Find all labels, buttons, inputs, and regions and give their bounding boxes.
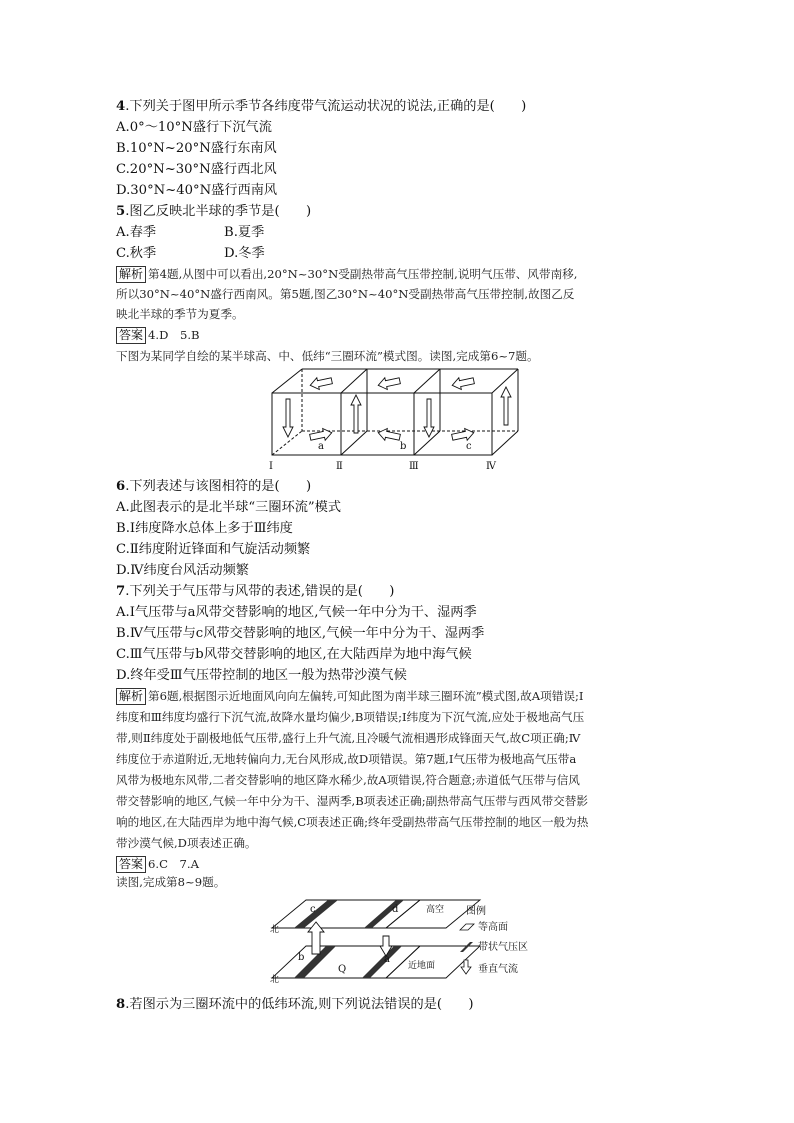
q6-stem: 6.下列表述与该图相符的是( ) [116, 479, 312, 494]
analysis2-line-8: 带沙漠气候,D项表述正确。 [116, 836, 257, 850]
analysis2-line-4: 纬度位于赤道附近,无地转偏向力,无台风形成,故D项错误。第7题,Ⅰ气压带为极地高气压带a [116, 752, 577, 766]
legend-title: 图例 [466, 906, 486, 917]
high-altitude-label: 高空 [426, 905, 445, 915]
analysis2-line-6: 带交替影响的地区,气候一年中分为干、湿两季,B项表述正确;副热带高气压带与西风带交替影 [116, 794, 588, 808]
q4-option-d: D.30°N~40°N盛行西南风 [116, 183, 278, 198]
label-a: a [384, 954, 390, 965]
q6-option-a: A.此图表示的是北半球“三圈环流”模式 [116, 500, 342, 515]
analysis-tag: 解析 [116, 266, 146, 283]
answer2-line: 答案 6.C 7.A [116, 855, 199, 874]
q6-option-c: C.Ⅱ纬度附近锋面和气旋活动频繁 [116, 542, 311, 557]
analysis1-line-3: 映北半球的季节为夏季。 [116, 307, 244, 321]
q5-option-b: B.夏季 [224, 225, 265, 240]
intro-8-9: 读图,完成第8~9题。 [116, 875, 226, 889]
q4-stem: 4.下列关于图甲所示季节各纬度带气流运动状况的说法,正确的是( ) [116, 99, 527, 114]
q5-stem: 5.图乙反映北半球的季节是( ) [116, 204, 312, 219]
analysis2-line-1: 解析 第6题,根据图示近地面风向向左偏转,可知此图为南半球三圈环流”模式图,故A项错误;Ⅰ [116, 687, 583, 706]
legend-item-isobaric: 等高面 [478, 922, 508, 933]
wind-label-b: b [400, 441, 407, 452]
north-label-top: 北 [270, 925, 280, 935]
circulation-planes-figure [268, 896, 538, 992]
label-d: d [392, 904, 399, 915]
q8-stem: 8.若图示为三圈环流中的低纬环流,则下列说法错误的是( ) [116, 997, 474, 1012]
q6-option-d: D.Ⅳ纬度台风活动频繁 [116, 563, 249, 578]
q5-options-row2 [116, 244, 265, 263]
q7-option-c: C.Ⅲ气压带与b风带交替影响的地区,在大陆西岸为地中海气候 [116, 647, 472, 662]
three-cell-circulation-figure [266, 365, 526, 477]
q5-option-d: D.冬季 [224, 246, 265, 261]
intro-6-7: 下图为某同学自绘的某半球高、中、低纬“三圈环流”模式图。读图,完成第6~7题。 [116, 349, 539, 363]
north-label-bottom: 北 [270, 975, 280, 985]
q7-option-a: A.Ⅰ气压带与a风带交替影响的地区,气候一年中分为干、湿两季 [116, 605, 477, 620]
answer-tag: 答案 [116, 327, 146, 344]
label-b: b [298, 952, 305, 963]
label-c: c [310, 904, 316, 915]
q6-option-b: B.Ⅰ纬度降水总体上多于Ⅲ纬度 [116, 521, 293, 536]
answer1-line: 答案 4.D 5.B [116, 326, 200, 345]
analysis2-line-2: 纬度和Ⅲ纬度均盛行下沉气流,故降水量均偏少,B项错误;Ⅰ纬度为下沉气流,应处于极地高气压 [116, 710, 585, 724]
analysis1-line-1: 解析 第4题,从图中可以看出,20°N~30°N受副热带高气压带控制,说明气压带、风带南移, [116, 265, 577, 284]
wind-label-a: a [318, 441, 324, 452]
analysis2-line-5: 风带为极地东风带,二者交替影响的地区降水稀少,故A项错误,符合题意;赤道低气压带与信风 [116, 773, 580, 787]
q5-option-c: C.秋季 [116, 246, 157, 261]
latitude-label-i: Ⅰ [269, 461, 273, 472]
analysis2-line-7: 响的地区,在大陆西岸为地中海气候,C项表述正确;终年受副热带高气压带控制的地区一般为热 [116, 815, 589, 829]
q5-option-a: A.春季 [116, 225, 157, 240]
latitude-label-ii: Ⅱ [336, 461, 343, 472]
q7-stem: 7.下列关于气压带与风带的表述,错误的是( ) [116, 584, 395, 599]
q4-option-c: C.20°N~30°N盛行西北风 [116, 162, 277, 177]
legend-item-vertical-flow: 垂直气流 [478, 964, 518, 975]
legend-item-pressure-band: 带状气压区 [478, 942, 528, 953]
q4-option-b: B.10°N~20°N盛行东南风 [116, 141, 277, 156]
label-q: Q [338, 964, 347, 975]
latitude-label-iii: Ⅲ [409, 461, 419, 472]
ground-label: 近地面 [408, 961, 436, 971]
wind-label-c: c [466, 441, 472, 452]
q7-option-d: D.终年受Ⅲ气压带控制的地区一般为热带沙漠气候 [116, 668, 407, 683]
latitude-label-iv: Ⅳ [486, 461, 496, 472]
answer-tag: 答案 [116, 856, 146, 873]
q4-option-a: A.0°～10°N盛行下沉气流 [116, 120, 272, 135]
q7-option-b: B.Ⅳ气压带与c风带交替影响的地区,气候一年中分为干、湿两季 [116, 626, 485, 641]
pressure-band-icon [460, 942, 473, 952]
q5-options-row1 [116, 223, 264, 242]
analysis1-line-2: 所以30°N~40°N盛行西南风。第5题,图乙30°N~40°N受副热带高气压带控制,故图乙反 [116, 287, 575, 301]
isobaric-surface-icon [460, 924, 474, 930]
analysis2-line-3: 带,则Ⅱ纬度处于副极地低气压带,盛行上升气流,且冷暖气流相遇形成锋面天气,故C项正确;Ⅳ [116, 731, 581, 745]
analysis-tag: 解析 [116, 688, 146, 705]
